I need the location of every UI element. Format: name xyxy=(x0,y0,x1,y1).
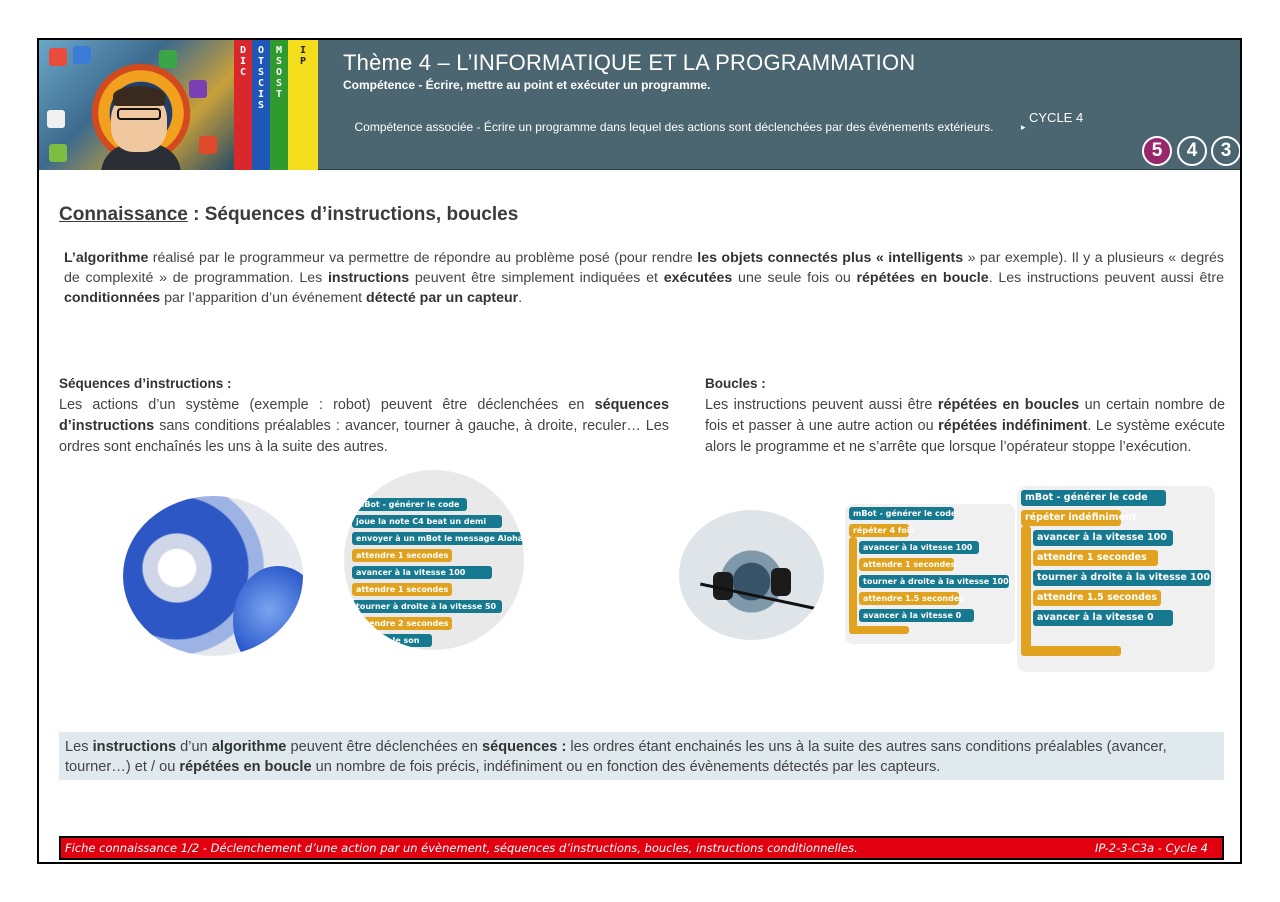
code-block: attendre 1.5 secondes xyxy=(859,592,959,605)
sequences-heading: Séquences d’instructions : xyxy=(59,376,232,391)
sequence-code-image xyxy=(344,470,524,650)
code-block: joue la note C4 beat un demi xyxy=(352,515,502,528)
author-logo-image xyxy=(39,40,234,170)
app-icon xyxy=(159,50,177,68)
competence-associee-text: Compétence associée - Écrire un programme dans lequel des actions sont déclenchées par des événements extérieurs. xyxy=(354,120,994,134)
column-dic: D I C xyxy=(234,40,252,170)
section-title-rest: : Séquences d’instructions, boucles xyxy=(187,204,519,225)
sequences-paragraph: Les actions d’un système (exemple : robot) peuvent être déclenchées en séquences d’instructions sans conditions préalables : avancer, tourner à gauche, à droite, reculer… Les ordres sont enchaînés les uns à la suite des autres. xyxy=(59,397,669,455)
app-icon xyxy=(189,80,207,98)
loop-rail xyxy=(849,537,857,629)
competence-text: Compétence - Écrire, mettre au point et exécuter un programme. xyxy=(343,78,711,92)
boucles-paragraph: Les instructions peuvent aussi être répétées en boucles un certain nombre de fois et passer à une autre action ou répétées indéfiniment. Le système exécute alors le programme et ne s’arrête que lorsque l’opérateur stoppe l’exécution. xyxy=(705,397,1225,455)
code-block: mBot - générer le code xyxy=(1021,490,1166,506)
code-block: attendre 1 secondes xyxy=(859,558,954,571)
cycle-arrow-icon: ▸ xyxy=(1021,122,1026,132)
app-icon xyxy=(47,110,65,128)
mbot-photo xyxy=(679,510,824,640)
loop-code-image-a xyxy=(845,504,1015,644)
loop-rail-end xyxy=(849,626,909,634)
loop-rail xyxy=(1021,526,1031,650)
code-block: attendre 1 secondes xyxy=(352,549,452,562)
code-block: répéter le son xyxy=(352,634,432,647)
code-block: avancer à la vitesse 100 xyxy=(1033,530,1173,546)
footer-bar xyxy=(59,836,1224,860)
robot-shell xyxy=(233,566,303,656)
column-otsci: O T S C I S xyxy=(252,40,270,170)
code-block: avancer à la vitesse 0 xyxy=(859,609,974,622)
header-banner xyxy=(39,40,1240,170)
code-block: envoyer à un mBot le message Aloha xyxy=(352,532,524,545)
fiche-sheet xyxy=(37,38,1242,864)
code-block: avancer à la vitesse 100 xyxy=(859,541,979,554)
boucles-heading: Boucles : xyxy=(705,376,766,391)
code-block: avancer à la vitesse 0 xyxy=(1033,610,1173,626)
cycle-label: CYCLE 4 xyxy=(1029,110,1084,125)
code-block: attendre 1 secondes xyxy=(352,583,452,596)
summary-box: Les instructions d’un algorithme peuvent être déclenchées en séquences : les ordres étant enchainés les uns à la suite des autres sans conditions préalables (avancer, tourner…) et / ou répétées en boucle un nombre de fois précis, indéfiniment ou en fonction des évènements détectés par les capteurs. xyxy=(59,732,1224,780)
code-block: répéter 4 fois xyxy=(849,524,909,537)
code-block: attendre 1.5 secondes xyxy=(1033,590,1161,606)
theme-title: Thème 4 – L’INFORMATIQUE ET LA PROGRAMMATION xyxy=(343,50,916,75)
intro-paragraph: L’algorithme réalisé par le programmeur va permettre de répondre au problème posé (pour rendre les objets connectés plus « intelligents » par exemple). Il y a plusieurs « degrés de complexité » de programmation. Les instructions peuvent être simplement indiquées et exécutées une seule fois ou répétées en boucle. Les instructions peuvent aussi être conditionnées par l’apparition d’un événement détecté par un capteur. xyxy=(64,250,1224,306)
section-title xyxy=(59,204,518,226)
code-block: mBot - générer le code xyxy=(352,498,467,511)
code-block: tourner à droite à la vitesse 100 xyxy=(859,575,1009,588)
avatar-hair xyxy=(113,86,165,106)
code-block: tourner à droite à la vitesse 50 xyxy=(352,600,502,613)
code-block: tourner à droite à la vitesse 100 xyxy=(1033,570,1211,586)
robot-photo xyxy=(123,496,303,656)
column-msost: M S O S T xyxy=(270,40,288,170)
footer-reference: IP-2-3-C3a - Cycle 4 xyxy=(1094,841,1208,855)
section-title-keyword: Connaissance xyxy=(59,204,188,225)
cycle-badge-5: 5 xyxy=(1142,136,1172,166)
app-icon xyxy=(73,46,91,64)
loop-rail-end xyxy=(1021,646,1121,656)
code-block: répéter indéfiniment xyxy=(1021,510,1121,526)
code-block: attendre 1 secondes xyxy=(1033,550,1158,566)
code-block: attendre 2 secondes xyxy=(352,617,452,630)
loop-code-image-b xyxy=(1017,486,1215,672)
footer-text: Fiche connaissance 1/2 - Déclenchement d’une action par un évènement, séquences d’instructions, boucles, instructions conditionnelles. xyxy=(65,841,858,855)
column-ip: I P xyxy=(288,40,318,170)
avatar-glasses-icon xyxy=(117,108,161,120)
mbot-wheel xyxy=(771,568,791,596)
app-icon xyxy=(49,144,67,162)
app-icon xyxy=(49,48,67,66)
code-block: mBot - générer le code xyxy=(849,507,954,520)
cycle-badge-3: 3 xyxy=(1211,136,1241,166)
app-icon xyxy=(199,136,217,154)
code-block: avancer à la vitesse 100 xyxy=(352,566,492,579)
cycle-badge-4: 4 xyxy=(1177,136,1207,166)
